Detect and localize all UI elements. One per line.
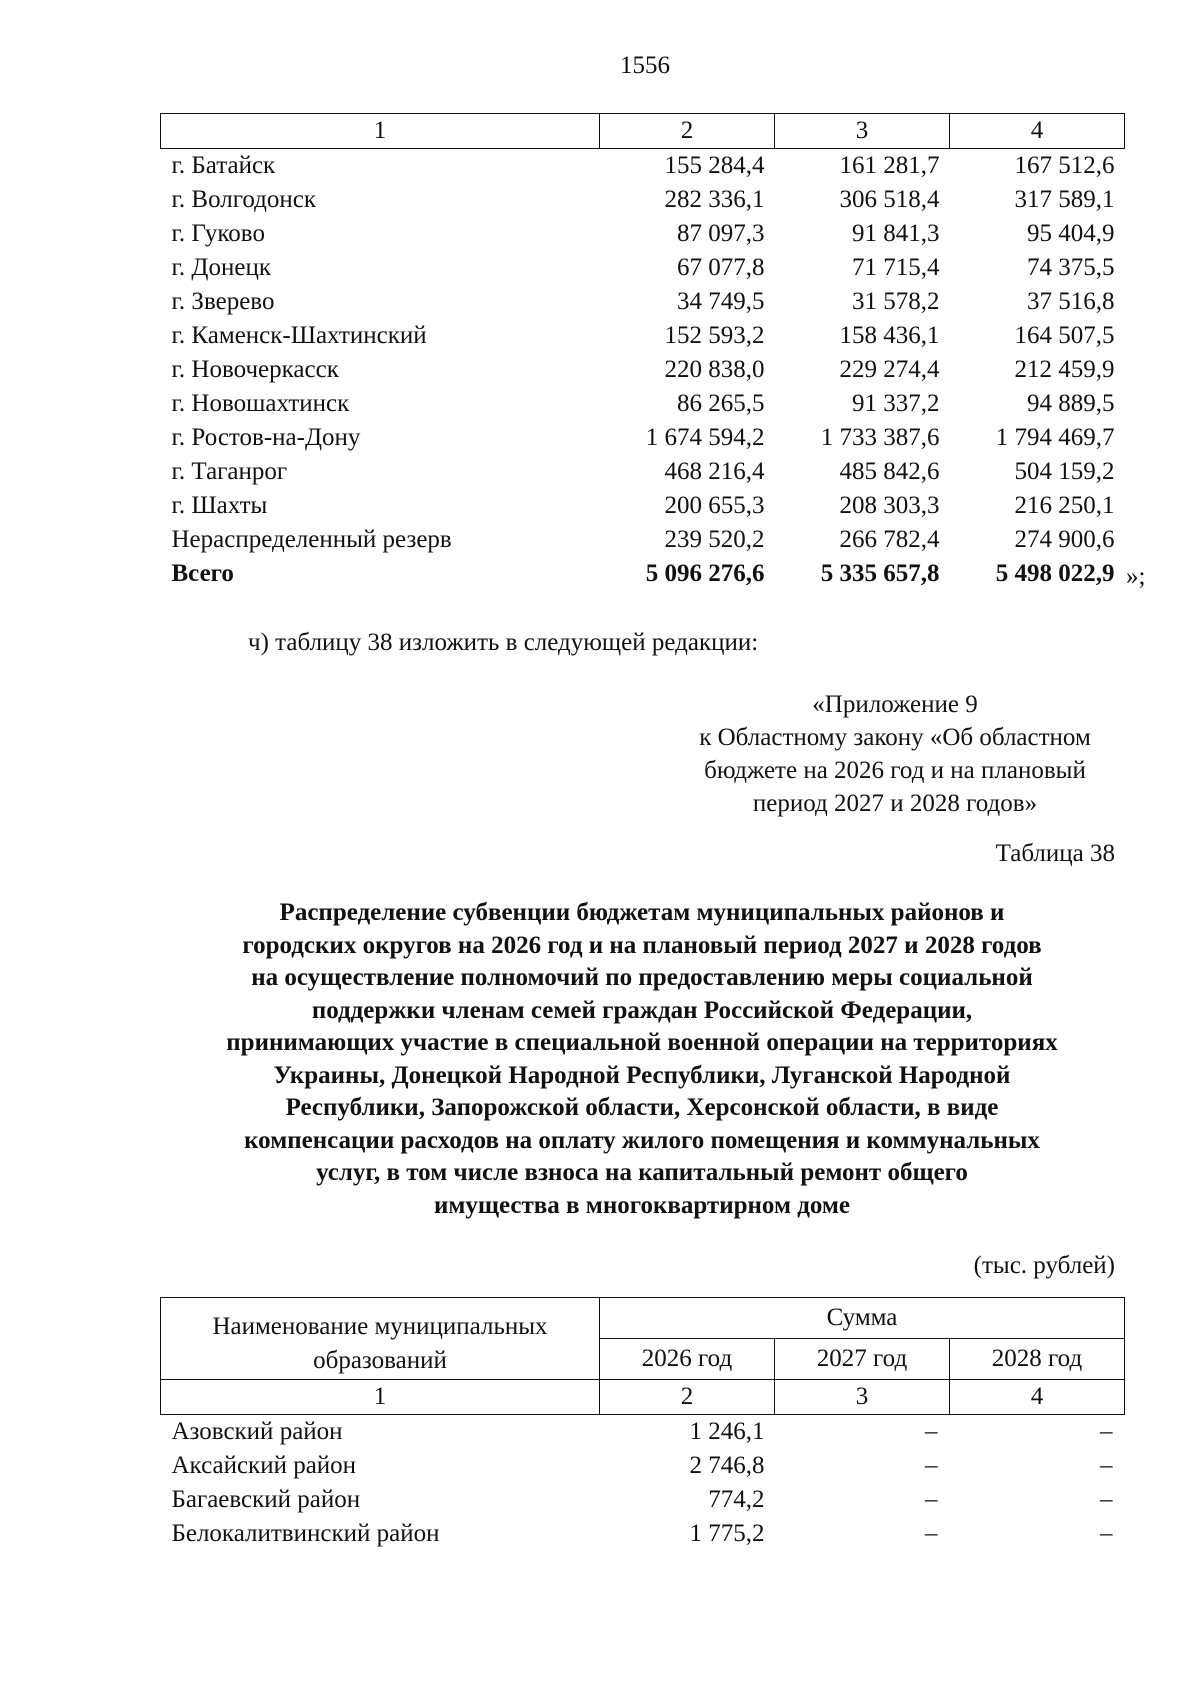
table-row [161, 149, 1125, 184]
table-row [161, 1415, 1125, 1450]
row-name-cell: г. Зверево [171, 288, 275, 315]
row-name-cell: г. Шахты [171, 492, 268, 519]
row-value-cell: 94 889,5 [1027, 390, 1115, 417]
table-row [161, 353, 1125, 387]
row-name-cell: Белокалитвинский район [171, 1520, 440, 1547]
row-value-cell: 1 246,1 [689, 1418, 765, 1445]
table-row [161, 1517, 1125, 1551]
row-value-cell: 91 841,3 [852, 220, 940, 247]
table-row [161, 319, 1125, 353]
row-value-cell: 317 589,1 [1014, 186, 1115, 213]
row-value-cell: 212 459,9 [1014, 356, 1115, 383]
column-number-row [161, 114, 1125, 149]
column-number-cell: 3 [775, 114, 950, 149]
row-name-cell: Азовский район [171, 1418, 343, 1445]
row-value-cell: 504 159,2 [1014, 458, 1115, 485]
table-row [161, 217, 1125, 251]
header-sum: Сумма [600, 1298, 1125, 1339]
row-value-cell: 155 284,4 [664, 152, 765, 179]
table-label: Таблица 38 [995, 840, 1115, 867]
appendix-line: период 2027 и 2028 годов» [752, 790, 1038, 817]
row-name-cell: г. Таганрог [171, 458, 288, 485]
total-value-cell: 5 096 276,6 [645, 560, 765, 587]
row-value-cell: – [1100, 1486, 1113, 1513]
row-value-cell: 200 655,3 [664, 492, 765, 519]
table-row [161, 285, 1125, 319]
row-name-cell: г. Батайск [171, 152, 276, 179]
row-name-cell: г. Каменск-Шахтинский [171, 322, 427, 349]
amendment-instruction: ч) таблицу 38 изложить в следующей редакции: [248, 629, 759, 656]
row-value-cell: 2 746,8 [689, 1452, 765, 1479]
row-value-cell: 1 794 469,7 [995, 424, 1115, 451]
row-name-cell: г. Гуково [171, 220, 265, 247]
row-value-cell: 95 404,9 [1027, 220, 1115, 247]
total-row [161, 557, 1125, 591]
row-value-cell: 485 842,6 [839, 458, 940, 485]
column-number-cell: 1 [161, 1380, 600, 1415]
appendix-line: к Областному закону «Об областном [699, 724, 1091, 751]
row-name-cell: г. Донецк [171, 254, 271, 281]
table-row [161, 489, 1125, 523]
total-label-cell: Всего [171, 560, 234, 587]
row-value-cell: 306 518,4 [839, 186, 940, 213]
title-line: городских округов на 2026 год и на плановый период 2027 и 2028 годов [242, 931, 1042, 959]
row-value-cell: 152 593,2 [664, 322, 765, 349]
column-number-cell: 2 [600, 1380, 775, 1415]
row-value-cell: 220 838,0 [664, 356, 765, 383]
row-value-cell: 167 512,6 [1014, 152, 1115, 179]
row-value-cell: 71 715,4 [852, 254, 940, 281]
title-line: принимающих участие в специальной военной операции на территориях [226, 1029, 1058, 1056]
row-value-cell: 158 436,1 [839, 322, 940, 349]
row-value-cell: – [1100, 1418, 1113, 1445]
table-row [161, 1483, 1125, 1517]
row-value-cell: 37 516,8 [1027, 288, 1115, 315]
row-value-cell: 86 265,5 [677, 390, 765, 417]
row-value-cell: 239 520,2 [664, 526, 765, 553]
appendix-line: «Приложение 9 [812, 691, 978, 718]
row-value-cell: 1 775,2 [689, 1520, 765, 1547]
total-value-cell: 5 498 022,9 [995, 560, 1115, 587]
row-value-cell: – [925, 1520, 938, 1547]
row-value-cell: 216 250,1 [1014, 492, 1115, 519]
row-value-cell: 774,2 [708, 1486, 765, 1513]
title-line: услуг, в том числе взноса на капитальный ремонт общего [316, 1159, 968, 1186]
row-value-cell: 161 281,7 [839, 152, 940, 179]
table-row [161, 1449, 1125, 1483]
header-row [161, 1298, 1125, 1339]
row-name-cell: Аксайский район [171, 1452, 357, 1479]
title-line: поддержки членам семей граждан Российской Федерации, [311, 996, 973, 1024]
column-number-cell: 3 [775, 1380, 950, 1415]
page-number: 1556 [620, 52, 670, 79]
table-row [161, 183, 1125, 217]
header-year: 2027 год [775, 1339, 950, 1380]
row-value-cell: – [925, 1486, 938, 1513]
table-row [161, 523, 1125, 557]
table-top [160, 113, 1125, 591]
table-row [161, 421, 1125, 455]
column-number-cell: 4 [950, 1380, 1125, 1415]
row-value-cell: 1 733 387,6 [820, 424, 940, 451]
row-value-cell: 164 507,5 [1014, 322, 1115, 349]
row-value-cell: 274 900,6 [1014, 526, 1115, 553]
table-row [161, 251, 1125, 285]
header-year: 2028 год [950, 1339, 1125, 1380]
column-number-cell: 4 [950, 114, 1125, 149]
row-value-cell: 87 097,3 [677, 220, 765, 247]
column-number-cell: 2 [600, 114, 775, 149]
header-municipality-name: Наименование муниципальных образований [161, 1298, 600, 1380]
title-line: Распределение субвенции бюджетам муниципальных районов и [279, 899, 1005, 926]
row-value-cell: 1 674 594,2 [645, 424, 765, 451]
row-value-cell: 31 578,2 [852, 288, 940, 315]
title-line: на осуществление полномочий по предоставлению меры социальной [251, 964, 1033, 991]
row-name-cell: г. Волгодонск [171, 186, 317, 213]
closing-quote-mark: »; [1126, 563, 1146, 590]
title-line: Украины, Донецкой Народной Республики, Луганской Народной [273, 1061, 1011, 1089]
row-value-cell: 266 782,4 [839, 526, 940, 553]
row-value-cell: – [925, 1418, 938, 1445]
row-value-cell: 67 077,8 [677, 254, 765, 281]
row-name-cell: Багаевский район [171, 1486, 361, 1513]
row-value-cell: – [1100, 1452, 1113, 1479]
row-name-cell: Нераспределенный резерв [171, 526, 452, 553]
row-value-cell: 282 336,1 [664, 186, 765, 213]
header-year: 2026 год [600, 1339, 775, 1380]
column-number-cell: 1 [161, 114, 600, 149]
row-value-cell: 468 216,4 [664, 458, 765, 485]
total-value-cell: 5 335 657,8 [820, 560, 940, 587]
row-value-cell: 229 274,4 [839, 356, 940, 383]
row-value-cell: 91 337,2 [852, 390, 940, 417]
appendix-reference [620, 688, 1170, 820]
title-line: компенсации расходов на оплату жилого помещения и коммунальных [244, 1126, 1040, 1154]
row-value-cell: – [925, 1452, 938, 1479]
row-value-cell: – [1100, 1520, 1113, 1547]
table-row [161, 387, 1125, 421]
row-name-cell: г. Ростов-на-Дону [171, 424, 361, 451]
row-name-cell: г. Новочеркасск [171, 356, 339, 383]
row-value-cell: 74 375,5 [1027, 254, 1115, 281]
row-name-cell: г. Новошахтинск [171, 390, 350, 417]
column-number-row [161, 1380, 1125, 1415]
table-bottom [160, 1297, 1125, 1551]
table-row [161, 455, 1125, 489]
row-value-cell: 34 749,5 [677, 288, 765, 315]
title-line: имущества в многоквартирном доме [433, 1191, 851, 1219]
title-line: Республики, Запорожской области, Херсонской области, в виде [285, 1094, 999, 1121]
document-title [160, 897, 1124, 1222]
units-label: (тыс. рублей) [973, 1252, 1115, 1279]
appendix-line: бюджете на 2026 год и на плановый [704, 757, 1086, 784]
row-value-cell: 208 303,3 [839, 492, 940, 519]
